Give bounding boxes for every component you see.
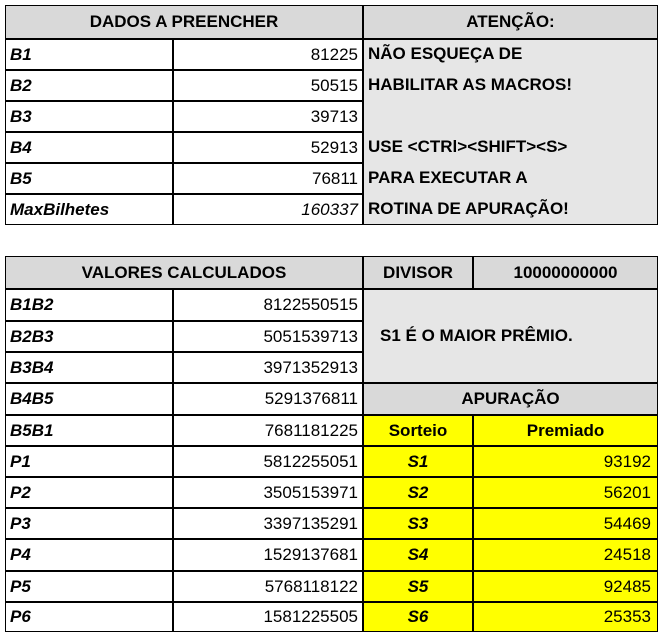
- input-label-b2: B2: [5, 70, 173, 101]
- input-table-header: DADOS A PREENCHER: [5, 5, 363, 39]
- premiado-s3: 54469: [473, 508, 658, 539]
- calc-label-p1: P1: [5, 446, 173, 477]
- premiado-s4: 24518: [473, 539, 658, 571]
- calc-label-p2: P2: [5, 477, 173, 508]
- input-label-b4: B4: [5, 132, 173, 163]
- divisor-label: DIVISOR: [363, 256, 473, 289]
- calc-value-p5: 5768118122: [173, 571, 363, 602]
- sorteio-s4: S4: [363, 539, 473, 571]
- calc-value-p4: 1529137681: [173, 539, 363, 571]
- input-label-b1: B1: [5, 39, 173, 70]
- apuracao-col-premiado: Premiado: [473, 415, 658, 446]
- s1-note: S1 É O MAIOR PRÊMIO.: [363, 289, 658, 383]
- input-label-maxbilhetes: MaxBilhetes: [5, 194, 173, 225]
- calc-label-p4: P4: [5, 539, 173, 571]
- attention-line-5: ROTINA DE APURAÇÃO!: [368, 199, 569, 218]
- calc-label-b3b4: B3B4: [5, 352, 173, 383]
- calc-value-p2: 3505153971: [173, 477, 363, 508]
- sorteio-s1: S1: [363, 446, 473, 477]
- premiado-s6: 25353: [473, 602, 658, 632]
- calc-label-b5b1: B5B1: [5, 415, 173, 446]
- input-value-b5[interactable]: 76811: [173, 163, 363, 194]
- calc-value-b5b1: 7681181225: [173, 415, 363, 446]
- sorteio-s2: S2: [363, 477, 473, 508]
- sorteio-s5: S5: [363, 571, 473, 602]
- sorteio-s6: S6: [363, 602, 473, 632]
- calc-table-header: VALORES CALCULADOS: [5, 256, 363, 289]
- calc-label-b1b2: B1B2: [5, 289, 173, 321]
- calc-value-p6: 1581225505: [173, 602, 363, 632]
- calc-value-p3: 3397135291: [173, 508, 363, 539]
- premiado-s5: 92485: [473, 571, 658, 602]
- calc-label-p5: P5: [5, 571, 173, 602]
- attention-line-3: USE <CTRl><SHIFT><S>: [368, 137, 568, 156]
- calc-value-b2b3: 5051539713: [173, 321, 363, 352]
- calc-value-b4b5: 5291376811: [173, 383, 363, 415]
- calc-label-b2b3: B2B3: [5, 321, 173, 352]
- attention-header: ATENÇÃO:: [363, 5, 658, 39]
- apuracao-col-sorteio: Sorteio: [363, 415, 473, 446]
- attention-line-4: PARA EXECUTAR A: [368, 168, 528, 187]
- premiado-s2: 56201: [473, 477, 658, 508]
- calc-label-b4b5: B4B5: [5, 383, 173, 415]
- premiado-s1: 93192: [473, 446, 658, 477]
- divisor-value: 10000000000: [473, 256, 658, 289]
- input-value-maxbilhetes[interactable]: 160337: [173, 194, 363, 225]
- input-label-b5: B5: [5, 163, 173, 194]
- input-value-b3[interactable]: 39713: [173, 101, 363, 132]
- calc-value-b1b2: 8122550515: [173, 289, 363, 321]
- attention-line-1: NÃO ESQUEÇA DE: [368, 44, 523, 63]
- sorteio-s3: S3: [363, 508, 473, 539]
- attention-note: [363, 39, 658, 225]
- input-value-b4[interactable]: 52913: [173, 132, 363, 163]
- input-label-b3: B3: [5, 101, 173, 132]
- calc-label-p3: P3: [5, 508, 173, 539]
- apuracao-header: APURAÇÃO: [363, 383, 658, 415]
- input-value-b1[interactable]: 81225: [173, 39, 363, 70]
- calc-value-p1: 5812255051: [173, 446, 363, 477]
- calc-label-p6: P6: [5, 602, 173, 632]
- attention-line-2: HABILITAR AS MACROS!: [368, 75, 572, 94]
- calc-value-b3b4: 3971352913: [173, 352, 363, 383]
- input-value-b2[interactable]: 50515: [173, 70, 363, 101]
